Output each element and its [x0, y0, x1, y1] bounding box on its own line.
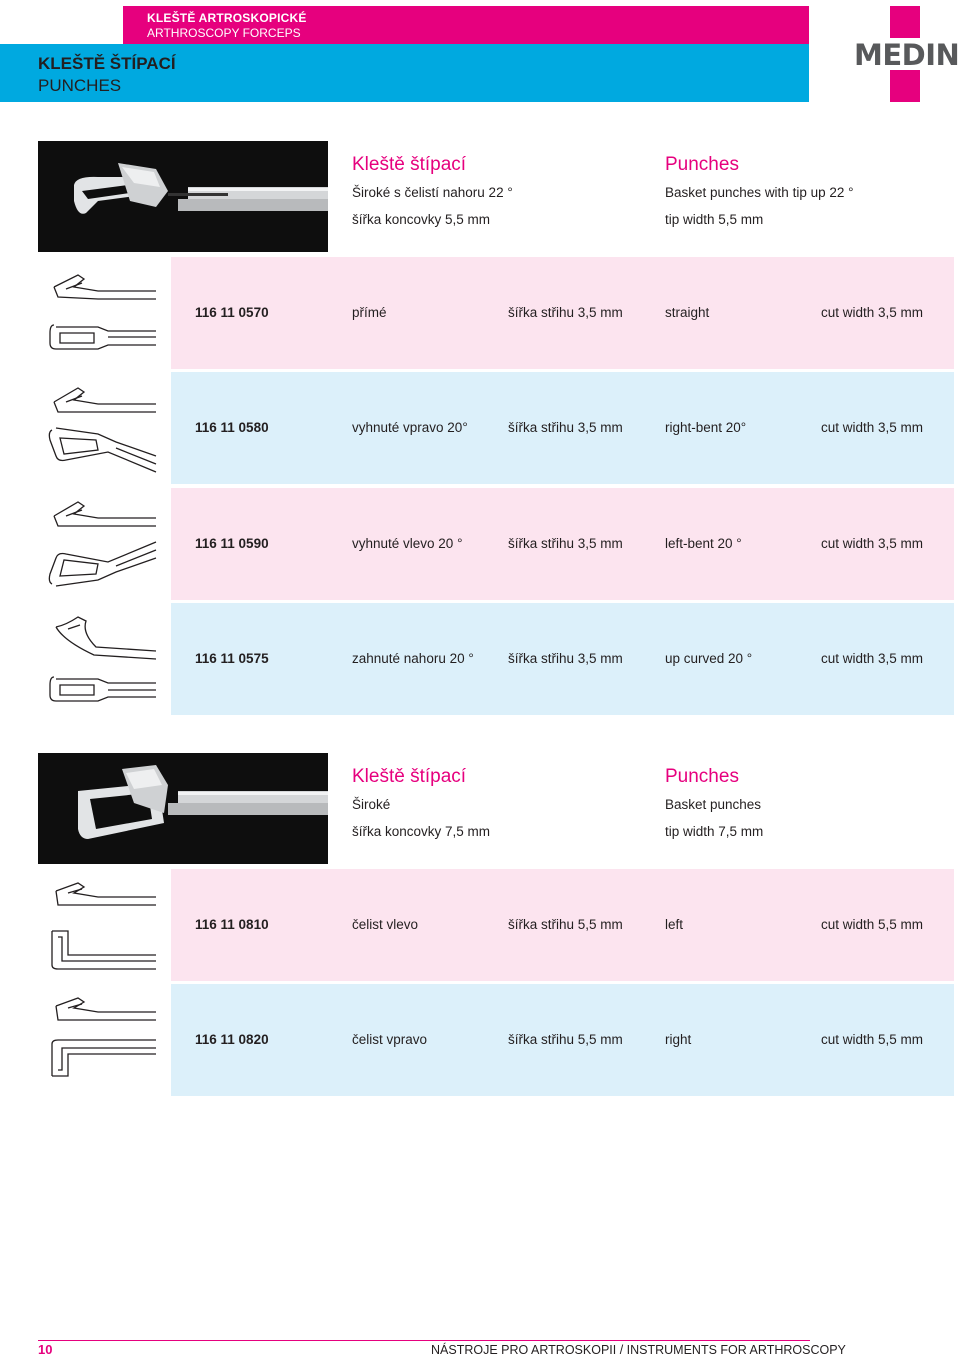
section2-title-cz: Kleště štípací — [352, 766, 467, 787]
section2-desc-en: Basket punches — [665, 797, 762, 812]
tip-drawing-right-jaw — [38, 984, 160, 1096]
variant-en: straight — [665, 305, 710, 320]
cut-width-en: cut width 3,5 mm — [821, 420, 924, 435]
cut-width-en: cut width 3,5 mm — [821, 651, 924, 666]
table-row — [171, 603, 954, 715]
header-title-bar — [0, 44, 809, 102]
variant-cz: čelist vlevo — [352, 917, 419, 932]
variant-en: left-bent 20 ° — [665, 536, 742, 551]
variant-en: up curved 20 ° — [665, 651, 753, 666]
cut-width-en: cut width 5,5 mm — [821, 1032, 924, 1047]
table-row — [171, 488, 954, 600]
cut-width-cz: šířka střihu 3,5 mm — [508, 305, 623, 320]
product-code: 116 11 0570 — [195, 305, 269, 320]
section2-width-en: tip width 7,5 mm — [665, 824, 764, 839]
page-title-cz: KLEŠTĚ ŠTÍPACÍ — [38, 54, 176, 73]
variant-cz: přímé — [352, 305, 387, 320]
cut-width-cz: šířka střihu 5,5 mm — [508, 1032, 623, 1047]
variant-en: right-bent 20° — [665, 420, 747, 435]
section2-desc-cz: Široké — [352, 797, 391, 812]
section1-desc-en: Basket punches with tip up 22 ° — [665, 185, 854, 200]
tip-drawing-right-bent — [38, 372, 160, 484]
cut-width-en: cut width 3,5 mm — [821, 305, 924, 320]
product-code: 116 11 0590 — [195, 536, 269, 551]
variant-cz: zahnuté nahoru 20 ° — [352, 651, 474, 666]
section1-title-cz: Kleště štípací — [352, 154, 467, 175]
tip-drawing-left-bent — [38, 488, 160, 600]
footer-divider — [38, 1340, 810, 1341]
instrument-photo-1 — [38, 141, 328, 252]
table-row — [171, 984, 954, 1096]
cut-width-cz: šířka střihu 5,5 mm — [508, 917, 623, 932]
cut-width-cz: šířka střihu 3,5 mm — [508, 536, 623, 551]
tip-drawing-straight — [38, 257, 160, 369]
variant-cz: čelist vpravo — [352, 1032, 428, 1047]
section1-width-cz: šířka koncovky 5,5 mm — [352, 212, 491, 227]
variant-cz: vyhnuté vlevo 20 ° — [352, 536, 463, 551]
cut-width-cz: šířka střihu 3,5 mm — [508, 420, 623, 435]
product-code: 116 11 0575 — [195, 651, 269, 666]
medin-logo — [846, 4, 960, 104]
table-row — [171, 372, 954, 484]
cut-width-cz: šířka střihu 3,5 mm — [508, 651, 623, 666]
tip-drawing-left-jaw — [38, 869, 160, 981]
table-row — [171, 869, 954, 981]
category-en: ARTHROSCOPY FORCEPS — [147, 26, 301, 40]
page-number: 10 — [38, 1342, 53, 1357]
header-category-bar — [123, 6, 809, 44]
cut-width-en: cut width 5,5 mm — [821, 917, 924, 932]
tip-drawing-up-curved — [38, 603, 160, 715]
category-cz: KLEŠTĚ ARTROSKOPICKÉ — [147, 11, 307, 25]
section1-title-en: Punches — [665, 154, 739, 175]
variant-en: left — [665, 917, 684, 932]
logo-text: MEDIN — [854, 38, 960, 72]
instrument-photo-2 — [38, 753, 328, 864]
product-code: 116 11 0580 — [195, 420, 269, 435]
page-title-en: PUNCHES — [38, 76, 122, 95]
section1-desc-cz: Široké s čelistí nahoru 22 ° — [352, 185, 513, 200]
table-row — [171, 257, 954, 369]
variant-cz: vyhnuté vpravo 20° — [352, 420, 468, 435]
section2-title-en: Punches — [665, 766, 739, 787]
section1-width-en: tip width 5,5 mm — [665, 212, 764, 227]
footer-text: NÁSTROJE PRO ARTROSKOPII / INSTRUMENTS FOR ARTHROSCOPY — [431, 1343, 846, 1357]
section2-width-cz: šířka koncovky 7,5 mm — [352, 824, 491, 839]
cut-width-en: cut width 3,5 mm — [821, 536, 924, 551]
variant-en: right — [665, 1032, 692, 1047]
product-code: 116 11 0810 — [195, 917, 269, 932]
product-code: 116 11 0820 — [195, 1032, 269, 1047]
